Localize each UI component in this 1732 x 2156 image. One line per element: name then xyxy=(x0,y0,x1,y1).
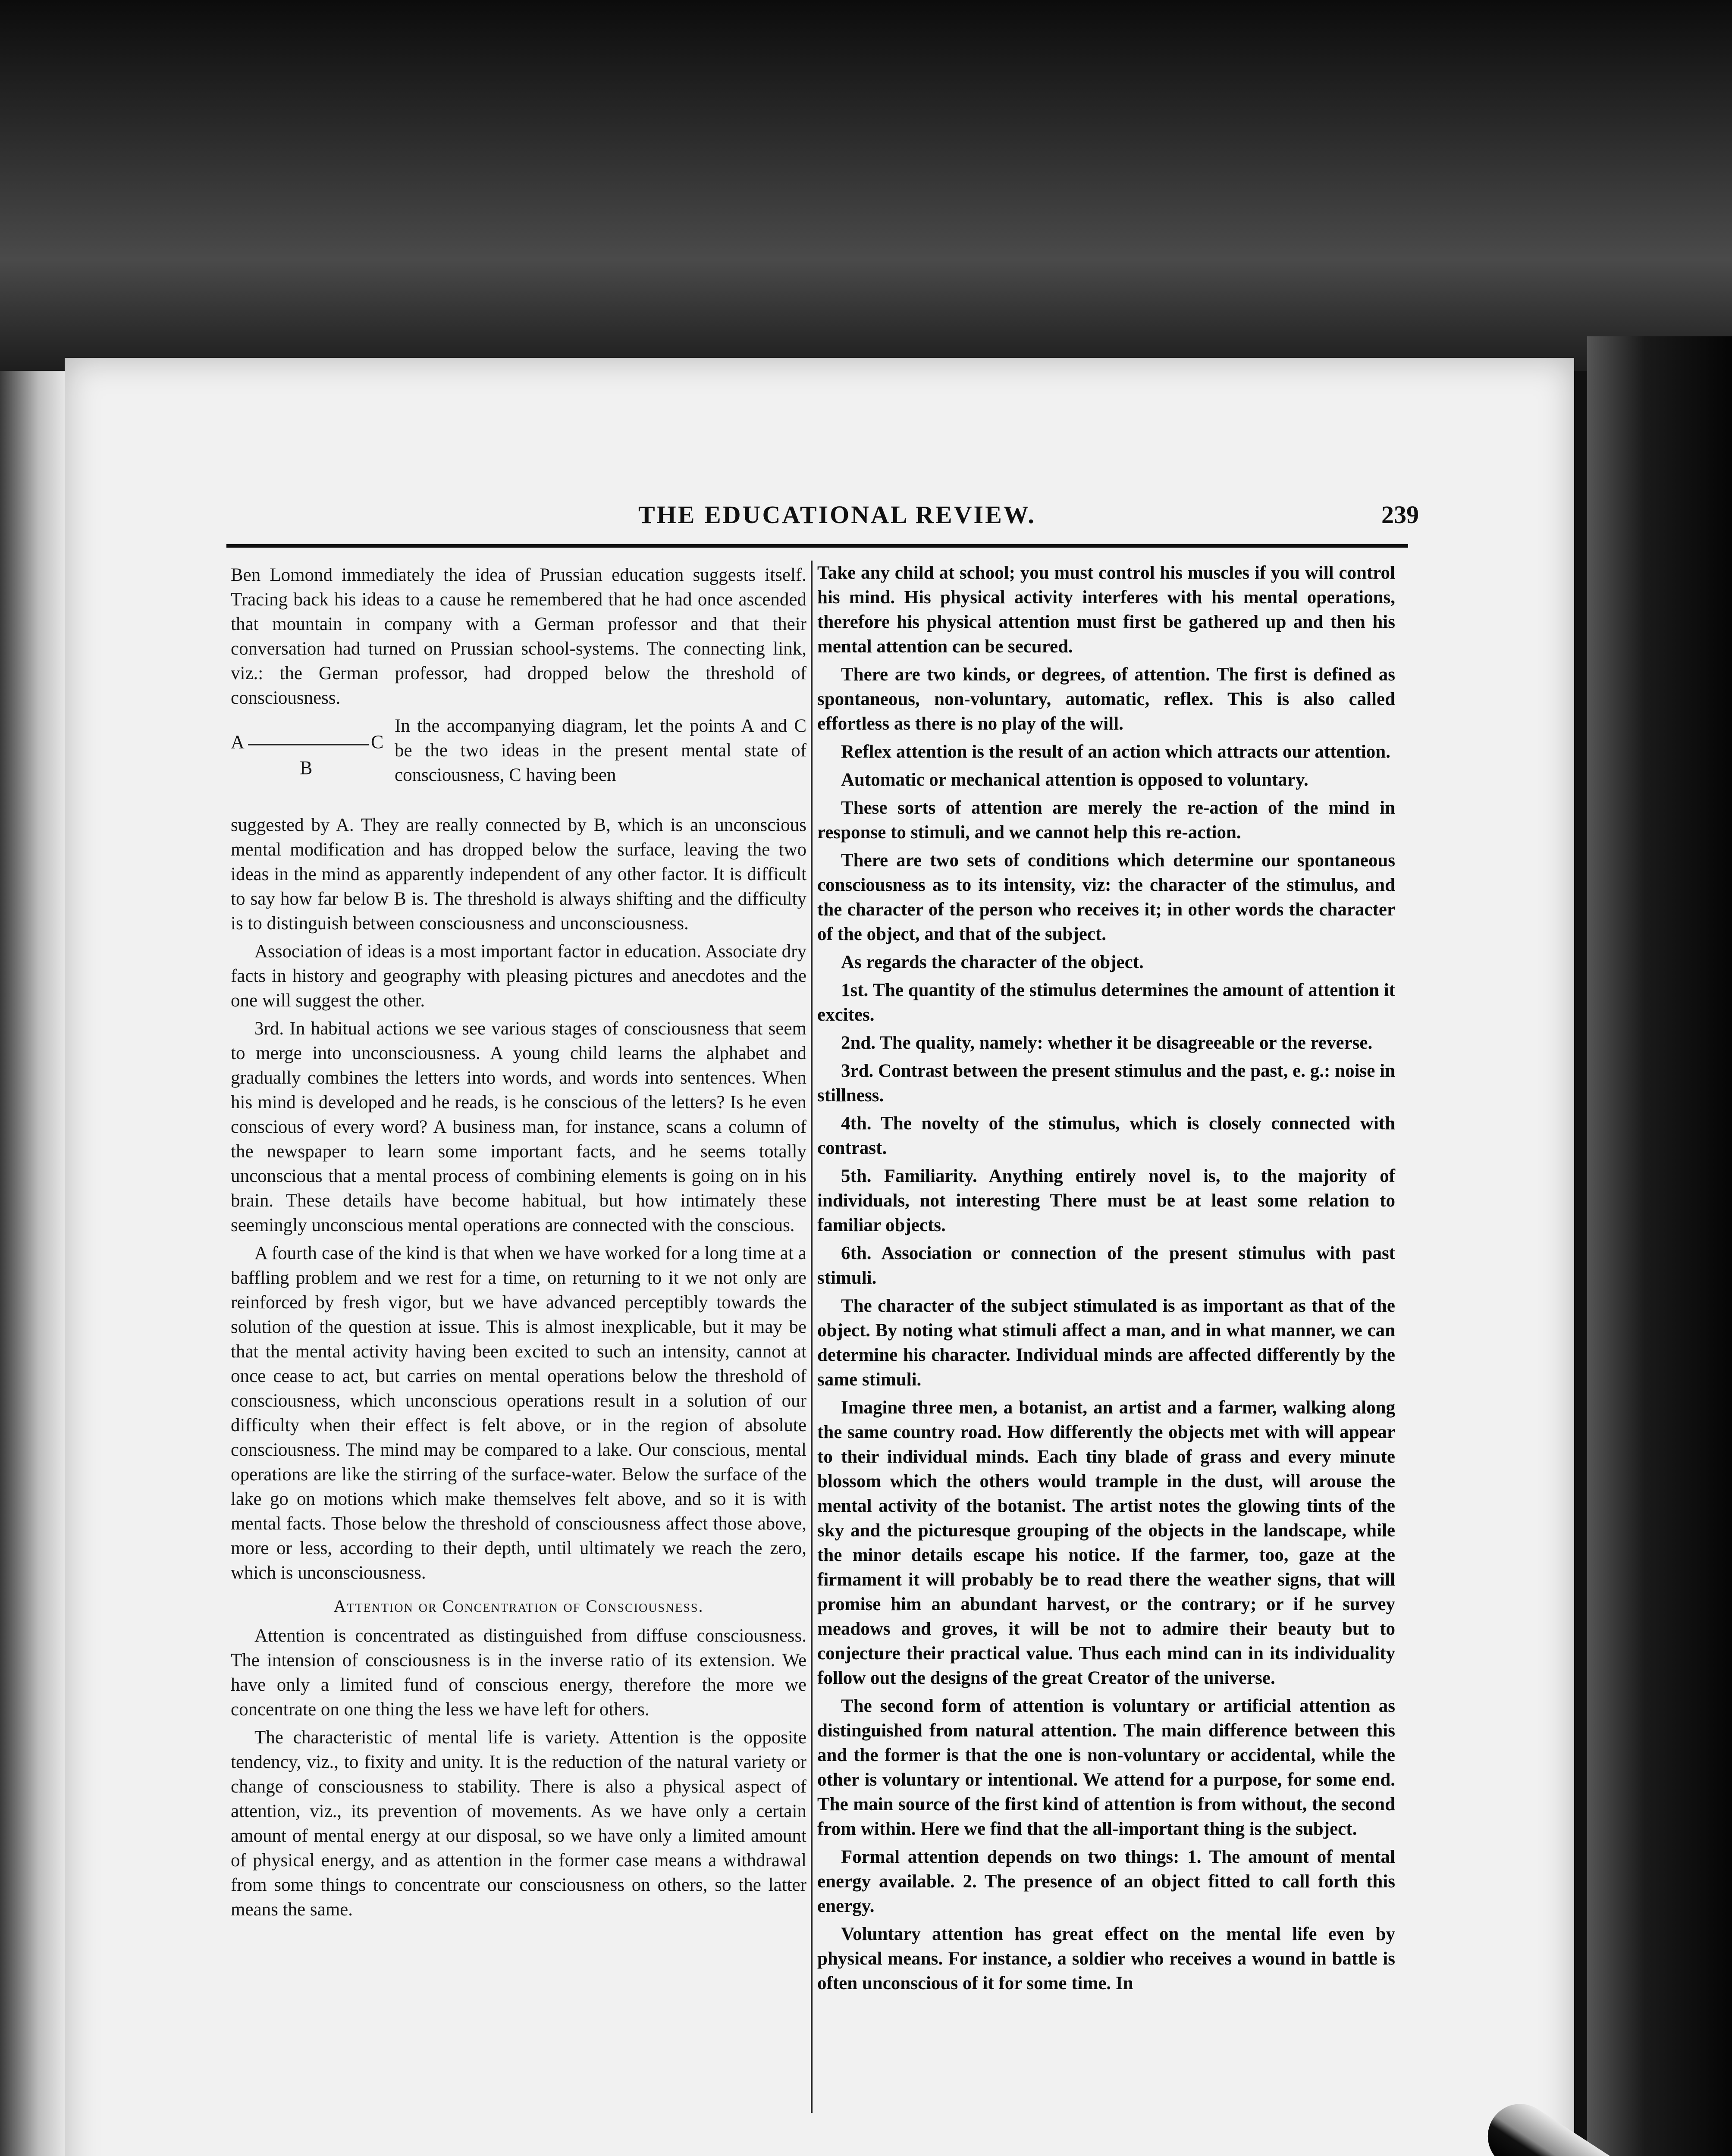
paragraph: The character of the subject stimulated is as important as that of the object. By noting what stimuli affect a man, and in what manner, we can determine his character. Individual minds are affected differently by the same stimuli. xyxy=(817,1296,1395,1390)
left-column xyxy=(231,563,806,1925)
paragraph: Voluntary attention has great effect on the mental life even by physical means. For instance, a soldier who receives a wound in battle is often unconscious of it for some time. In xyxy=(817,1924,1395,1993)
paragraph: Imagine three men, a botanist, an artist and a farmer, walking along the same country road. How differently the objects met with will appear to their individual minds. Each tiny blade of grass and every minute blossom which the others would trample in the dust, will arouse the mental activity of the botanist. The artist notes the glowing tints of the sky and the picturesque grouping of the objects in the landscape, while the minor details escape his notice. If the farmer, too, gaze at the firmament it will probably be to read there the weather signs, that will promise him an abundant harvest, or the contrary; or if he survey meadows and groves, it will be not to admire their beauty but to conjecture their practical value. Thus each mind can in its individuality follow out the designs of the great Creator of the universe. xyxy=(817,1398,1395,1688)
paragraph: These sorts of attention are merely the re-action of the mind in response to stimuli, and we cannot help this re-action. xyxy=(817,798,1395,843)
paragraph: A fourth case of the kind is that when we have worked for a long time at a baffling problem and we rest for a time, on returning to it we not only are reinforced by fresh vigor, but we have advanced perceptibly towards the solution of the question at issue. This is almost inexplicable, but it may be that the mental activity having been excited to such an intensity, cannot at once cease to act, but carries on mental operations below the threshold of consciousness, which unconscious operations result in a solution of our difficulty when their effect is felt above, or in the region of absolute consciousness. The mind may be compared to a lake. Our conscious, mental operations are like the stirring of the surface-water. Below the surface of the lake go on motions which make themselves felt above, and so it is with mental facts. Those below the threshold of consciousness affect those above, more or less, according to their depth, until ultimately we reach the zero, which is unconsciousness. xyxy=(231,1243,806,1583)
diagram-caption: In the accompanying diagram, let the points A and C be the two ideas in the present mental state of consciousness, C having been xyxy=(395,716,806,785)
paragraph: As regards the character of the object. xyxy=(841,952,1144,972)
paragraph: Association of ideas is a most important factor in education. Associate dry facts in history and geography with pleasing pictures and anecdotes and the one will suggest the other. xyxy=(231,941,806,1011)
paragraph: There are two sets of conditions which determine our spontaneous consciousness as to its intensity, viz: the character of the stimulus, and the character of the person who receives it; in other words the character of the object, and that of the subject. xyxy=(817,850,1395,944)
paragraph: Formal attention depends on two things: 1. The amount of mental energy available. 2. The presence of an object fitted to call forth this energy. xyxy=(817,1847,1395,1916)
header-rule xyxy=(226,544,1408,548)
paragraph: 3rd. Contrast between the present stimulus and the past, e. g.: noise in stillness. xyxy=(817,1061,1395,1106)
paragraph: Reflex attention is the result of an action which attracts our attention. xyxy=(841,742,1390,762)
paragraph: The second form of attention is voluntary or artificial attention as distinguished from natural attention. The main difference between this and the former is that the one is non-voluntary or accidental, while the other is voluntary or intentional. We attend for a purpose, for some end. The main source of the first kind of attention is from without, the second from within. Here we find that the all-important thing is the subject. xyxy=(817,1696,1395,1839)
facing-page-edge xyxy=(0,371,65,2156)
running-head: THE EDUCATIONAL REVIEW. xyxy=(638,501,1036,529)
paragraph: There are two kinds, or degrees, of attention. The first is defined as spontaneous, non-voluntary, automatic, reflex. This is also called effortless as there is no play of the will. xyxy=(817,664,1395,734)
section-heading: Attention or Concentration of Consciousness. xyxy=(333,1596,704,1616)
paragraph: 2nd. The quality, namely: whether it be disagreeable or the reverse. xyxy=(841,1033,1373,1053)
film-border-top xyxy=(0,0,1732,371)
diagram-label-a: A xyxy=(231,731,245,752)
film-border-right xyxy=(1587,336,1732,2156)
paragraph: Attention is concentrated as distinguished from diffuse consciousness. The intension of consciousness is in the inverse ratio of its extension. We have only a limited fund of conscious energy, therefore the more we concentrate on one thing the less we have left for others. xyxy=(231,1626,806,1720)
diagram-label-b: B xyxy=(300,757,313,778)
abc-diagram xyxy=(231,718,395,787)
column-divider xyxy=(811,561,813,2113)
page-number: 239 xyxy=(1381,501,1419,529)
diagram-block xyxy=(231,714,806,813)
paragraph: 4th. The novelty of the stimulus, which is closely connected with contrast. xyxy=(817,1113,1395,1158)
right-column xyxy=(817,561,1395,1999)
paragraph: Take any child at school; you must control his muscles if you will control his mind. His physical activity interferes with his mental operations, therefore his physical attention must first be gathered up and then his mental attention can be secured. xyxy=(817,563,1395,657)
paragraph: suggested by A. They are really connected by B, which is an unconscious mental modification and has dropped below the surface, leaving the two ideas in the mind as apparently independent of any other factor. It is difficult to say how far below B is. The threshold is always shifting and the difficulty is to distinguish between consciousness and unconsciousness. xyxy=(231,815,806,934)
paragraph: 6th. Association or connection of the present stimulus with past stimuli. xyxy=(817,1243,1395,1288)
paragraph: 3rd. In habitual actions we see various stages of consciousness that seem to merge into unconsciousness. A young child learns the alphabet and gradually combines the letters into words, and words into sentences. When his mind is developed and he reads, is he conscious of the letters? Is he even conscious of every word? A business man, for instance, scans a column of the newspaper to learn some important facts, and he seems totally unconscious that a mental process of combining elements is going on in his brain. These details have become habitual, but how intimately these seemingly unconscious mental operations are connected with the conscious. xyxy=(231,1018,806,1235)
paragraph: 5th. Familiarity. Anything entirely novel is, to the majority of individuals, not interesting There must be at least some relation to familiar objects. xyxy=(817,1166,1395,1235)
paragraph: 1st. The quantity of the stimulus determines the amount of attention it excites. xyxy=(817,980,1395,1025)
paragraph: Automatic or mechanical attention is opposed to voluntary. xyxy=(841,770,1308,790)
diagram-label-c: C xyxy=(371,731,384,752)
paragraph: The characteristic of mental life is variety. Attention is the opposite tendency, viz., to fixity and unity. It is the reduction of the natural variety or change of consciousness to stability. There is also a physical aspect of attention, viz., its prevention of movements. As we have only a certain amount of mental energy at our disposal, so we have only a limited amount of physical energy, and as attention in the former case means a withdrawal from some things to concentrate our consciousness on others, so the latter means the same. xyxy=(231,1727,806,1920)
paragraph: Ben Lomond immediately the idea of Prussian education suggests itself. Tracing back his ideas to a cause he remembered that he had once ascended that mountain in company with a German professor and that their conversation had turned on Prussian school-systems. The connecting link, viz.: the German professor, had dropped below the threshold of consciousness. xyxy=(231,565,806,708)
